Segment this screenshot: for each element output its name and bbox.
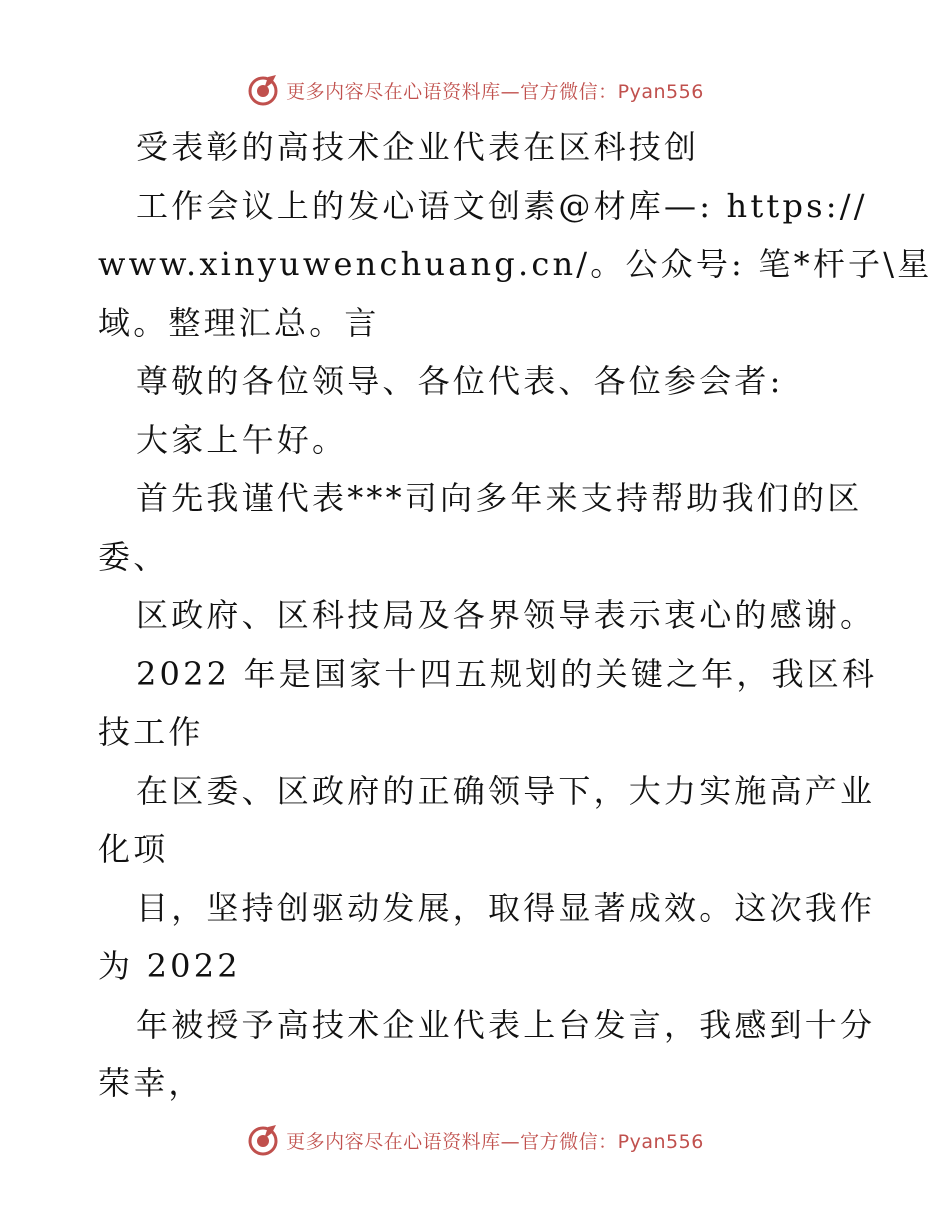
red-quill-logo-icon [246, 73, 280, 107]
document-line: 尊敬的各位领导、各位代表、各位参会者: [136, 362, 784, 400]
footer-banner [0, 1120, 950, 1160]
document-line: 化项 [98, 830, 169, 868]
document-line: 2022 年是国家十四五规划的关键之年，我区科 [136, 654, 878, 693]
document-line: 区政府、区科技局及各界领导表示衷心的感谢。 [136, 596, 876, 634]
document-line: 荣幸， [98, 1064, 204, 1102]
document-line: 委、 [98, 537, 169, 576]
document-line: 大家上午好。 [136, 420, 348, 459]
red-quill-logo-icon [246, 1123, 280, 1157]
header-banner [0, 70, 950, 110]
document-line: 工作会议上的发心语文创素@材库—: https:// [136, 186, 868, 225]
footer-banner-text: 更多内容尽在心语资料库—官方微信：Pyan556 [286, 1130, 704, 1153]
document-line: 首先我谨代表***司向多年来支持帮助我们的区 [136, 479, 863, 517]
document-line: 年被授予高技术企业代表上台发言，我感到十分 [136, 1005, 876, 1044]
document-line: 技工作 [98, 713, 204, 751]
document-line: 目，坚持创驱动发展，取得显著成效。这次我作 [136, 888, 876, 927]
document-line: www.xinyuwenchuang.cn/。公众号: 笔*杆子\星 [98, 245, 933, 283]
document-line: 在区委、区政府的正确领导下，大力实施高产业 [136, 771, 876, 810]
document-line: 受表彰的高技术企业代表在区科技创 [136, 128, 700, 166]
document-line: 为 2022 [98, 947, 241, 985]
document-body [98, 118, 933, 1113]
header-banner-text: 更多内容尽在心语资料库—官方微信：Pyan556 [286, 80, 704, 103]
document-line: 域。整理汇总。言 [98, 303, 380, 342]
